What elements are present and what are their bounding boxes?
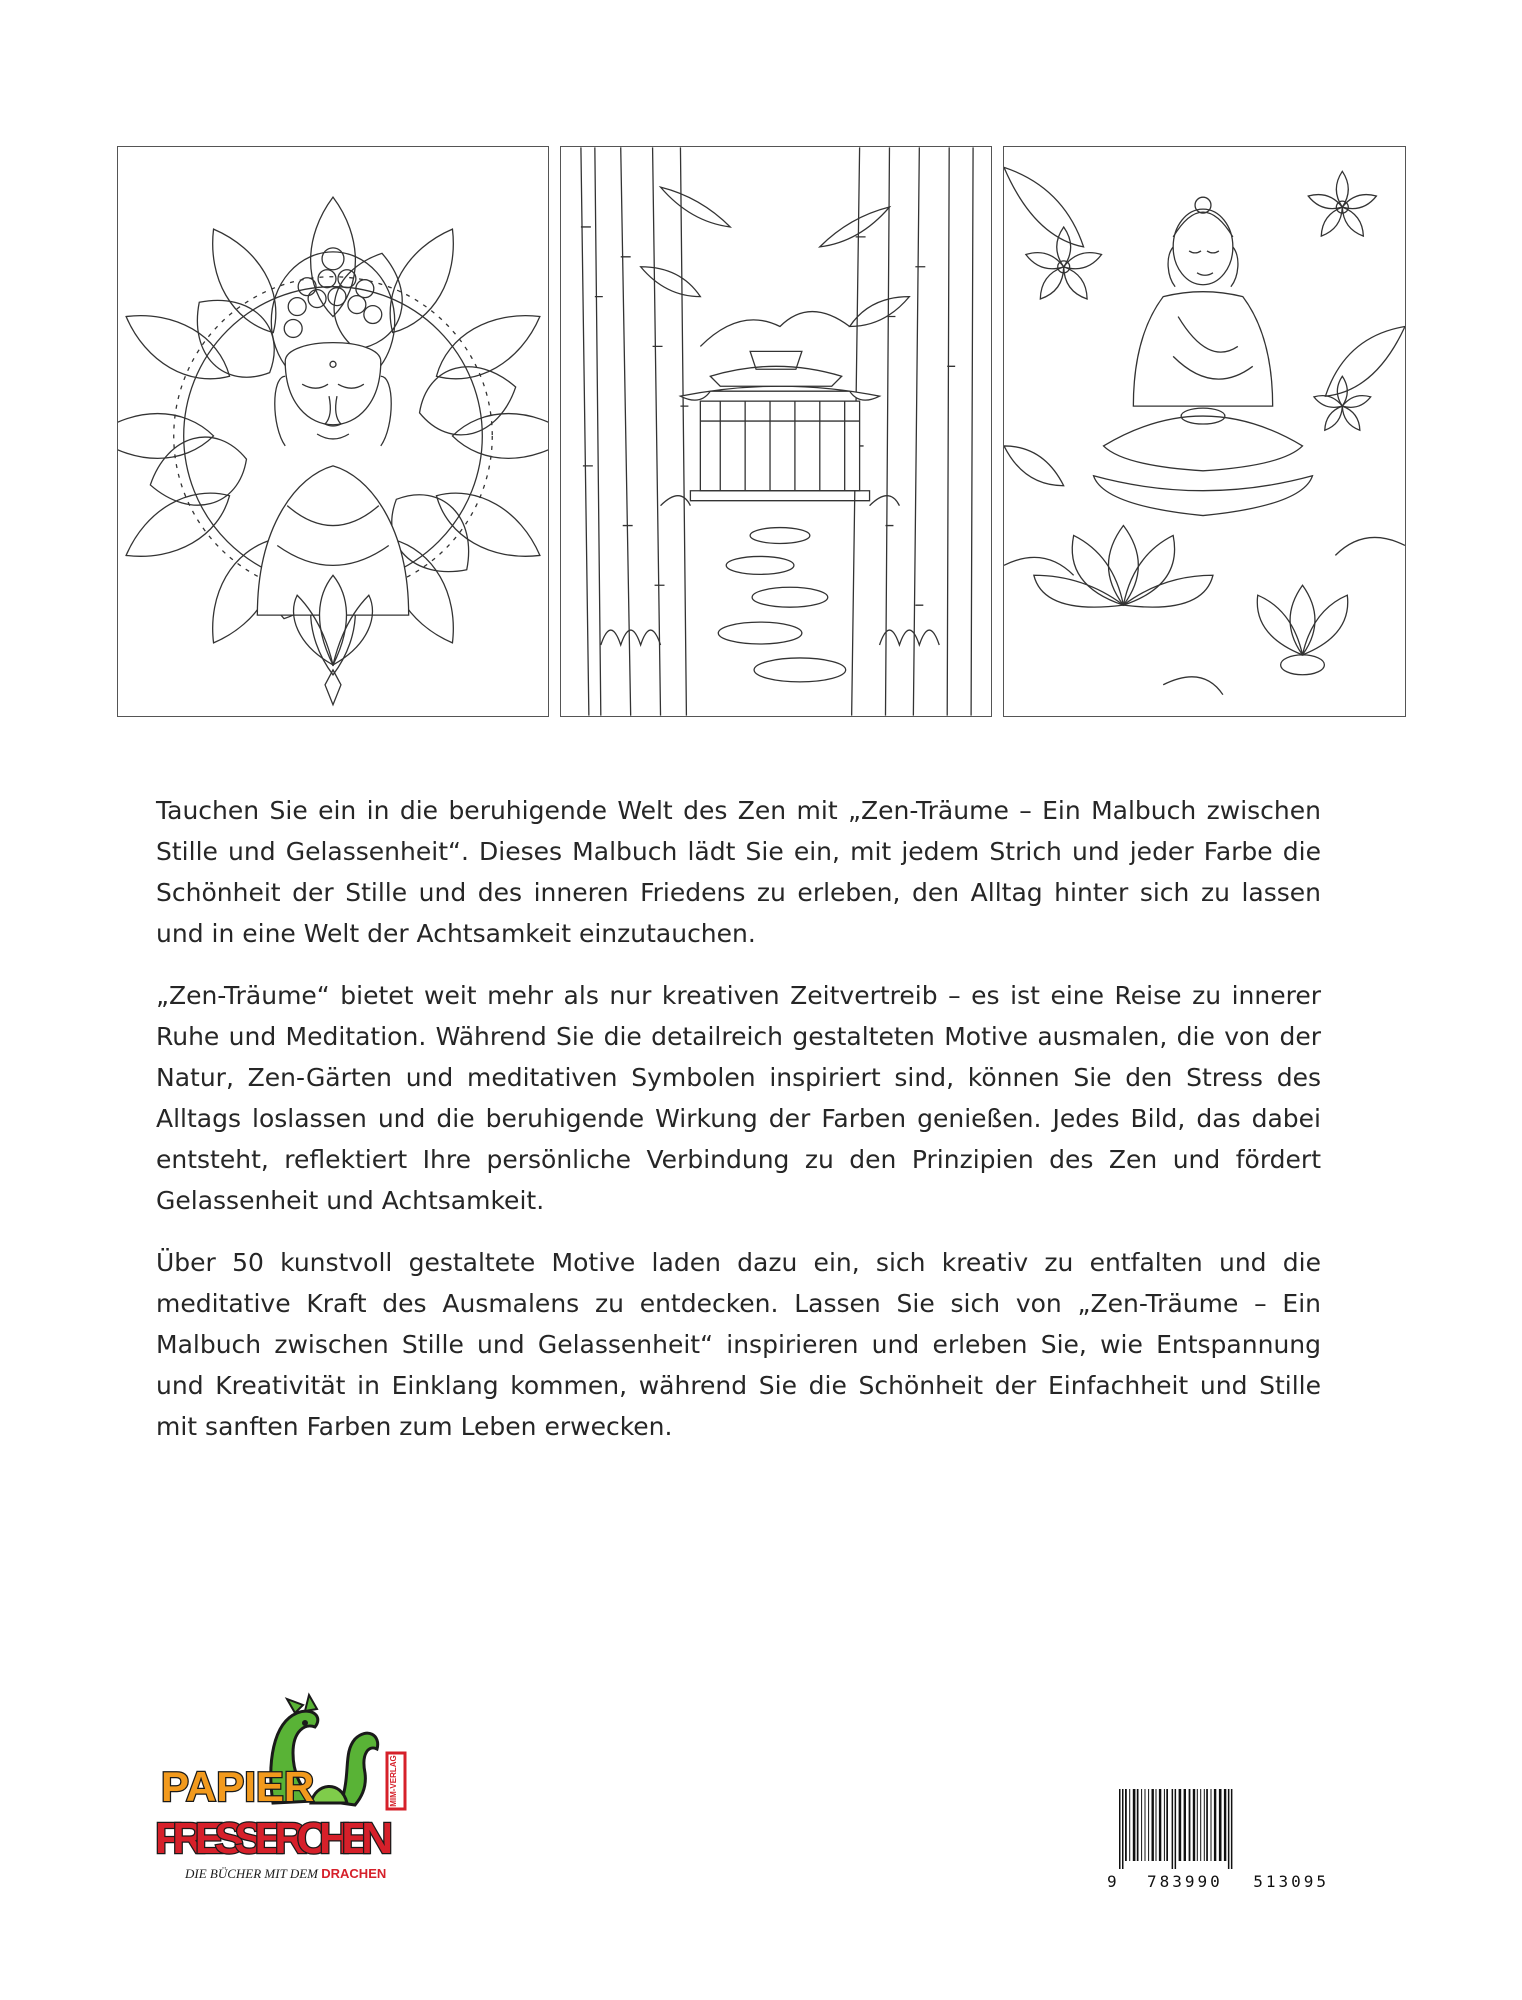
barcode-bar [1122,1789,1124,1869]
barcode-bar [1214,1789,1216,1861]
publisher-tagline-highlight: DRACHEN [321,1866,387,1881]
barcode-bar [1164,1789,1165,1861]
publisher-tagline-prefix: DIE BÜCHER MIT DEM [185,1866,322,1881]
barcode-bar [1125,1789,1127,1861]
barcode-bar [1200,1789,1201,1861]
barcode-bar [1133,1789,1136,1861]
bamboo-pagoda-drawing [561,147,991,716]
barcode-bar [1197,1789,1198,1861]
barcode-bars [1107,1789,1329,1869]
barcode-bar [1219,1789,1222,1861]
barcode-bar [1141,1789,1142,1861]
barcode-bar [1211,1789,1212,1861]
barcode-bar [1145,1789,1146,1861]
publisher-badge-text: MIM-VERLAG [389,1755,398,1807]
barcode-bar [1184,1789,1186,1861]
barcode-bar [1206,1789,1208,1861]
illustration-gallery [117,146,1406,719]
illustration-mandala-buddha [117,146,549,717]
barcode-bar [1129,1789,1130,1861]
barcode-bar [1166,1789,1168,1861]
mandala-buddha-drawing [118,147,548,716]
publisher-name-line2: FRESSERCHEN [155,1814,393,1863]
isbn-lead-digit: 9 [1107,1871,1117,1891]
illustration-bamboo-pagoda [560,146,992,717]
barcode-bar [1152,1789,1154,1861]
barcode-bar [1148,1789,1149,1861]
barcode-bar [1119,1789,1121,1869]
barcode-bar [1172,1789,1174,1869]
lotus-buddha-drawing [1004,147,1405,716]
barcode-bar [1231,1789,1233,1869]
publisher-tagline [184,1866,386,1881]
isbn-right-group: 513095 [1253,1871,1329,1891]
isbn-digits [1107,1869,1329,1893]
illustration-lotus-buddha [1003,146,1406,717]
barcode-bar [1224,1789,1226,1861]
description-paragraph-2: „Zen-Träume“ bietet weit mehr als nur kreativen Zeitvertreib – es ist eine Reise zu innerer Ruhe und Meditation. Während Sie die detailreich gestalteten Motive ausmalen, die von der Natur, Zen-Gärten und meditativen Symbolen inspiriert sind, können Sie den Stress des Alltags loslassen und die beruhigende Wirkung der Farben genießen. Jedes Bild, das dabei entsteht, reflektiert Ihre persönliche Verbindung zu den Prinzipien des Zen und fördert Gelassenheit und Achtsamkeit. [156,981,1321,1215]
publisher-name-line1: PAPIER [161,1763,315,1810]
isbn-barcode [1107,1789,1329,1898]
barcode-bar [1159,1789,1161,1861]
barcode-bar [1179,1789,1182,1861]
publisher-logo [155,1683,475,1893]
description-paragraph-3: Über 50 kunstvoll gestaltete Motive laden dazu ein, sich kreativ zu entfalten und die meditative Kraft des Ausmalens zu entdecken. Lassen Sie sich von „Zen-Träume – Ein Malbuch zwischen Stille und Gelassenheit“ inspirieren und erleben Sie, wie Entspannung und Kreativität in Einklang kommen, während Sie die Schönheit der Einfachheit und Stille mit sanften Farben zum Leben erwecken. [156,1248,1321,1441]
barcode-bar [1193,1789,1195,1861]
barcode-bar [1228,1789,1230,1869]
book-description [156,790,1321,1468]
barcode-bar [1175,1789,1177,1869]
barcode-bar [1156,1789,1157,1861]
description-paragraph-1: Tauchen Sie ein in die beruhigende Welt des Zen mit „Zen-Träume – Ein Malbuch zwischen Stille und Gelassenheit“. Dieses Malbuch lädt Sie ein, mit jedem Strich und jeder Farbe die Schönheit der Stille und des inneren Friedens zu erleben, den Alltag hinter sich zu lassen und in eine Welt der Achtsamkeit einzutauchen. [156,796,1321,948]
barcode-bar [1137,1789,1139,1861]
barcode-bar [1189,1789,1191,1861]
isbn-left-group: 783990 [1147,1871,1223,1891]
barcode-bar [1204,1789,1205,1861]
dragon-logo-graphic [155,1683,475,1893]
